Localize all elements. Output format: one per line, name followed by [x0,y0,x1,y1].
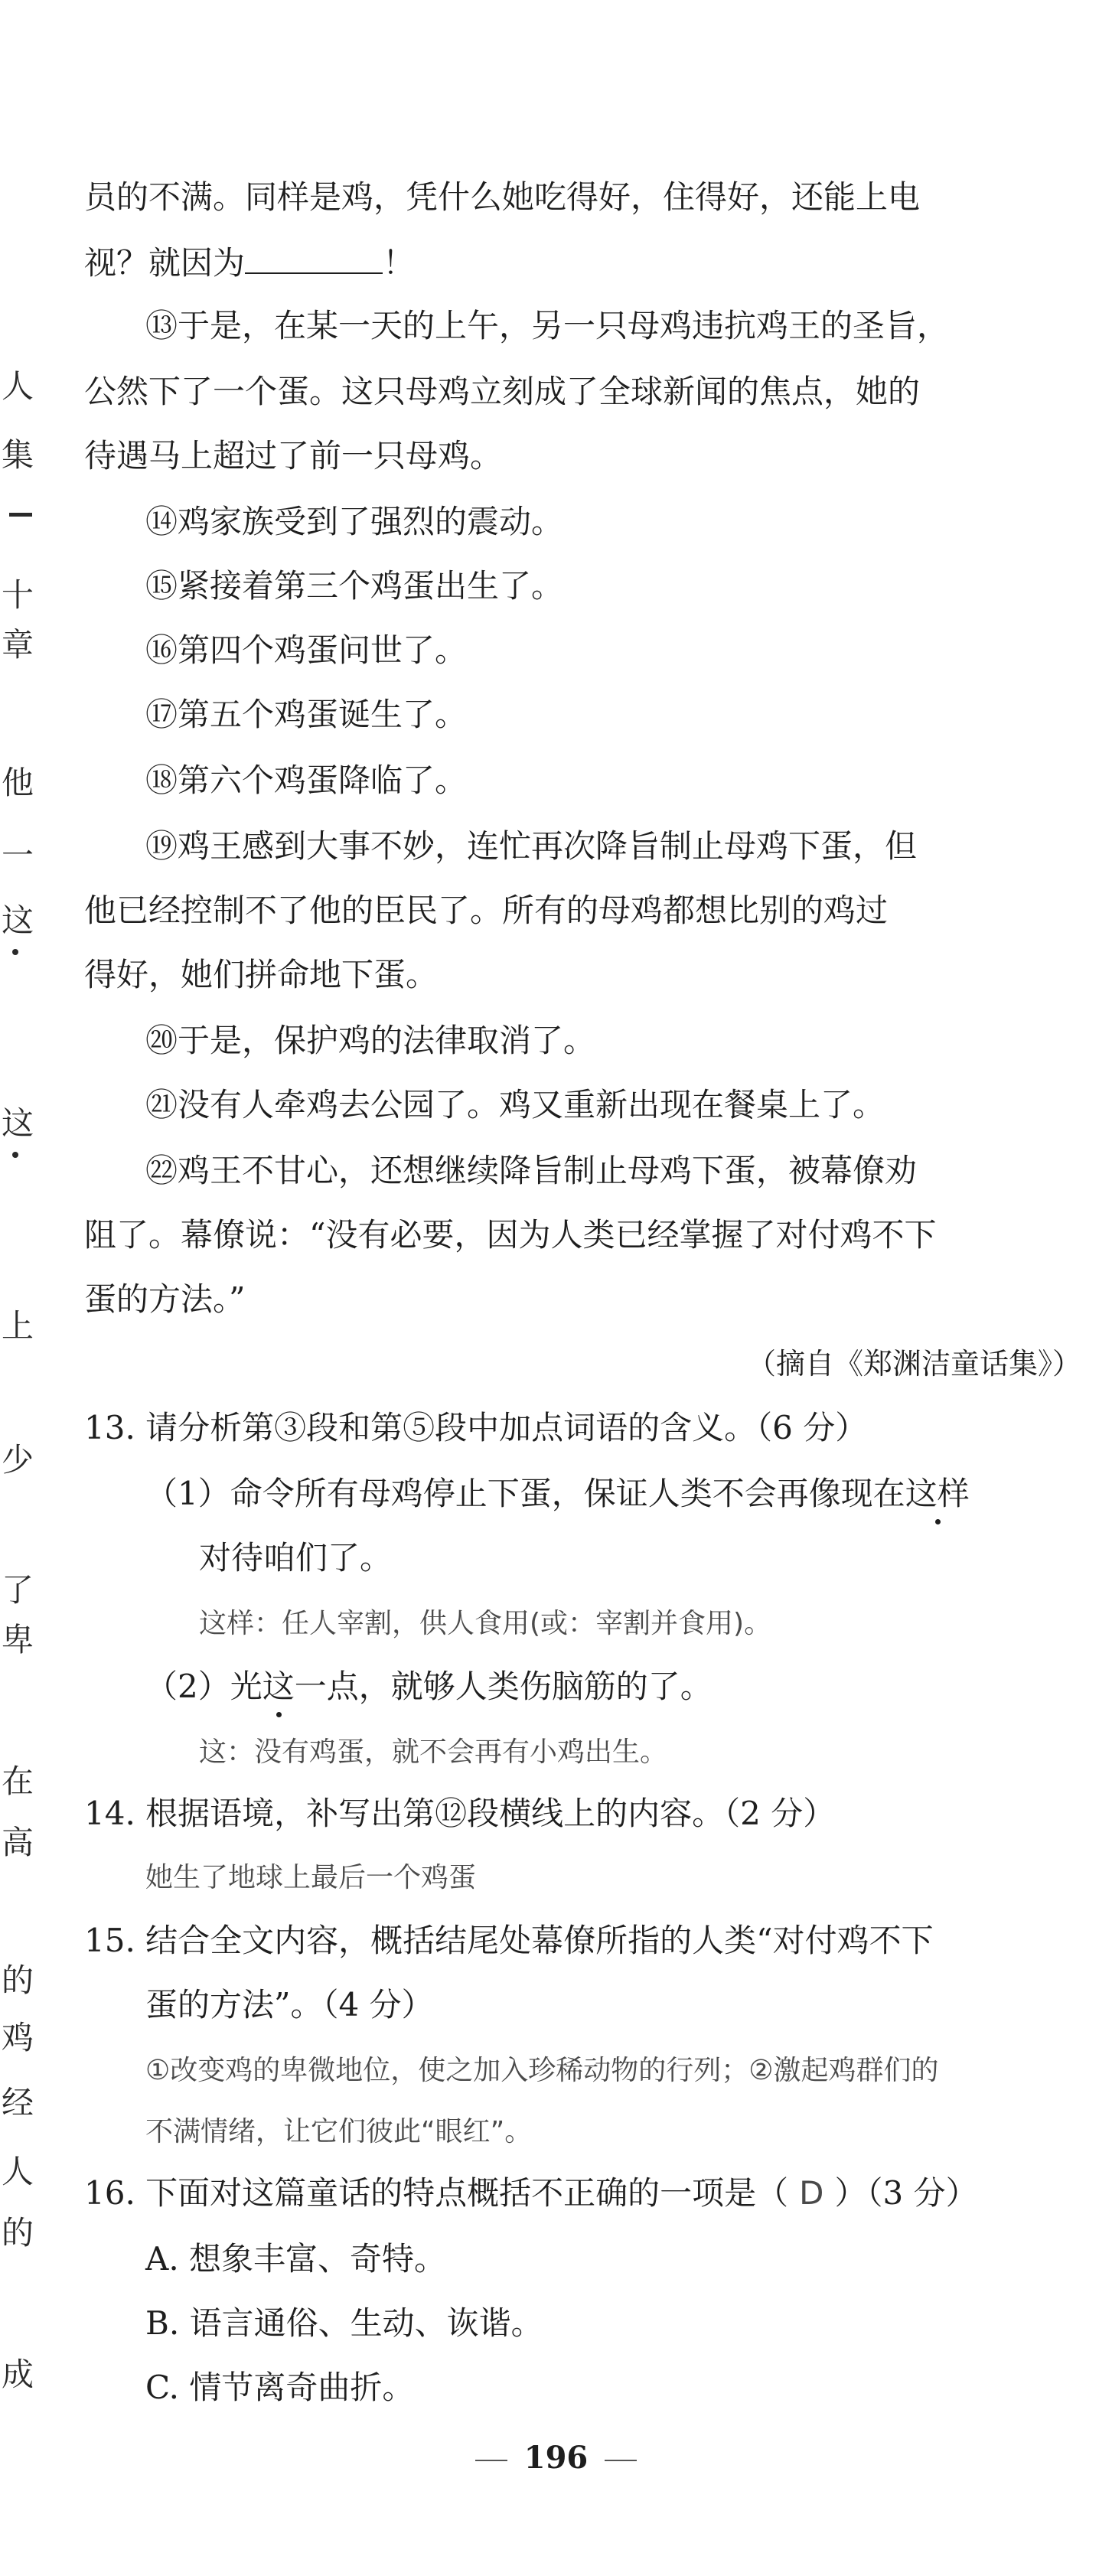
question-15-line: 15. 结合全文内容，概括结尾处幕僚所指的人类“对付鸡不下 [84,1922,934,1959]
paragraph-13-line: ⑬于是，在某一天的上午，另一只母鸡违抗鸡王的圣旨， [145,307,950,344]
question-text: 16. 下面对这篇童话的特点概括不正确的一项是（ [84,2174,789,2212]
question-16 [84,2170,1087,2216]
margin-char: 了 [2,1571,34,1609]
option-c: C. 情节离奇曲折。 [145,2369,415,2406]
margin-rule [9,513,32,517]
paragraph-13-line: 待遇马上超过了前一只母鸡。 [84,437,503,474]
paragraph-12-line: 员的不满。同样是鸡，凭什么她吃得好，住得好，还能上电 [84,178,921,216]
answer-15-line: ①改变鸡的卑微地位，使之加入珍稀动物的行列；②激起鸡群们的 [145,2055,939,2086]
option-b: B. 语言通俗、生动、诙谐。 [145,2304,543,2342]
paragraph-13-line: 公然下了一个蛋。这只母鸡立刻成了全球新闻的焦点，她的 [84,373,921,410]
margin-char: 这 [2,902,34,939]
option-a: A. 想象丰富、奇特。 [145,2240,447,2278]
answer-15-line: 不满情绪，让它们彼此“眼红”。 [145,2116,533,2147]
paragraph-20: ⑳于是，保护鸡的法律取消了。 [145,1022,596,1059]
question-15-line: 蛋的方法”。（4 分） [145,1986,434,2023]
paragraph-17: ⑰第五个鸡蛋诞生了。 [145,696,468,733]
margin-char: 鸡 [2,2019,34,2056]
paragraph-22-line: 阻了。幕僚说：“没有必要，因为人类已经掌握了对付鸡不下 [84,1216,937,1254]
emphasis-dot [12,949,18,955]
fill-blank-line [245,239,383,274]
paragraph-12-text: ！ [383,244,416,282]
emphasized-word: 这 [263,1664,295,1710]
paragraph-18: ⑱第六个鸡蛋降临了。 [145,761,468,799]
margin-char: 集 [2,436,34,474]
paragraph-16: ⑯第四个鸡蛋问世了。 [145,631,468,669]
margin-char: 十 [2,576,34,614]
margin-char: 经 [2,2084,34,2121]
question-13-part-1-cont: 对待咱们了。 [199,1539,393,1577]
paragraph-19-line: ⑲鸡王感到大事不妙，连忙再次降旨制止母鸡下蛋，但 [145,827,918,865]
margin-char: 这 [2,1104,34,1142]
paragraph-22-line: ㉒鸡王不甘心，还想继续降旨制止母鸡下蛋，被幕僚劝 [145,1152,918,1189]
question-13-part-2 [145,1664,1112,1710]
source-citation: （摘自《郑渊洁童话集》） [746,1347,1081,1381]
paragraph-12-text: 视？就因为 [84,244,246,282]
margin-char: 在 [2,1762,34,1800]
answer-13-1: 这样：任人宰割，供人食用(或：宰割并食用)。 [199,1608,772,1639]
paragraph-14: ⑭鸡家族受到了强烈的震动。 [145,503,564,540]
margin-char: 人 [2,2153,34,2190]
paragraph-22-line: 蛋的方法。” [84,1280,246,1318]
paragraph-19-line: 他已经控制不了他的臣民了。所有的母鸡都想比别的鸡过 [84,892,889,929]
paragraph-21: ㉑没有人牵鸡去公园了。鸡又重新出现在餐桌上了。 [145,1086,885,1123]
answer-14: 她生了地球上最后一个鸡蛋 [145,1862,477,1893]
margin-char: 的 [2,1961,34,1999]
margin-char: 他 [2,764,34,801]
page-footer [0,2440,1112,2476]
question-text: ）（3 分） [834,2174,978,2212]
answer-13-2: 这：没有鸡蛋，就不会再有小鸡出生。 [199,1736,668,1768]
emphasized-word: 这样 [905,1471,970,1517]
margin-char: 上 [2,1307,34,1345]
left-margin-column [0,0,46,2576]
margin-char: 章 [2,626,34,664]
question-text: 一点，就够人类伤脑筋的了。 [294,1668,713,1705]
question-text: （2）光 [145,1668,263,1705]
margin-char: 人 [2,367,34,405]
question-13-part-1 [145,1471,1112,1517]
question-14: 14. 根据语境，补写出第⑫段横线上的内容。（2 分） [84,1795,836,1832]
question-13: 13. 请分析第③段和第⑤段中加点词语的含义。（6 分） [84,1409,868,1446]
paragraph-19-line: 得好，她们拼命地下蛋。 [84,956,439,993]
answer-16: D [799,2174,824,2212]
footer-dash [475,2460,507,2461]
margin-char: 少 [2,1441,34,1479]
margin-char: 一 [2,836,34,874]
paragraph-15: ⑮紧接着第三个鸡蛋出生了。 [145,567,564,605]
margin-char: 成 [2,2356,34,2393]
margin-char: 卑 [2,1621,34,1658]
paragraph-12-line [84,239,1087,286]
margin-char: 的 [2,2214,34,2252]
page-number: 196 [523,2440,589,2476]
question-text: （1）命令所有母鸡停止下蛋，保证人类不会再像现在 [145,1475,905,1512]
emphasis-dot [12,1152,18,1158]
margin-char: 高 [2,1824,34,1861]
footer-dash [605,2460,637,2461]
